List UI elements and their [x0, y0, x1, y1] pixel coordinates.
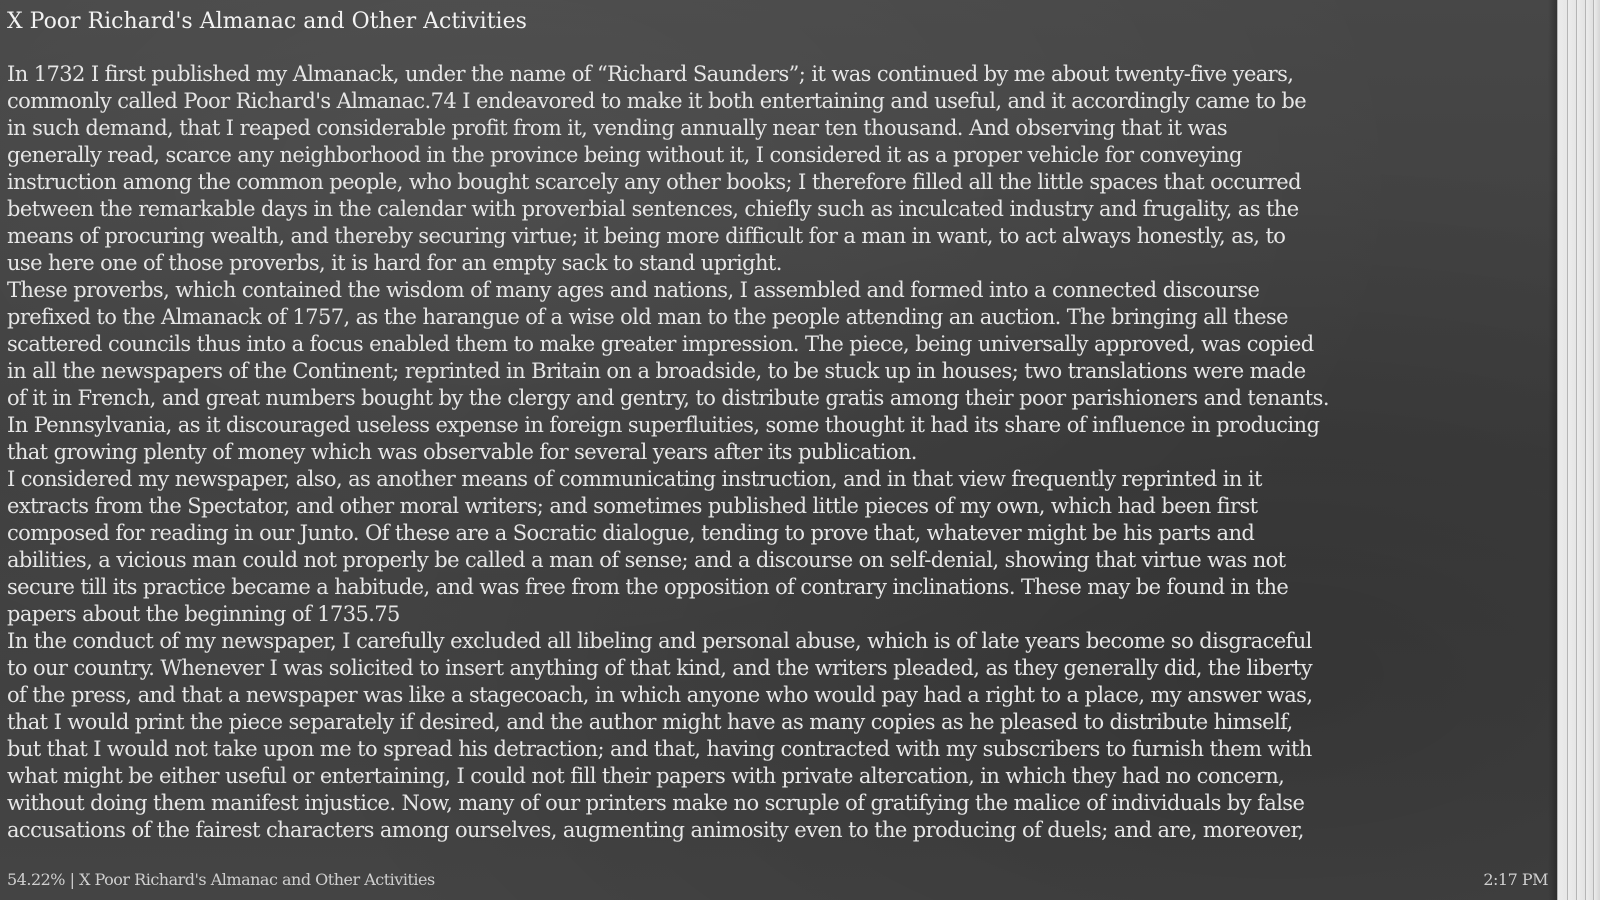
- text-line: without doing them manifest injustice. Now, many of our printers make no scruple of gratifying the malice of individuals by false: [7, 791, 1305, 815]
- text-line: but that I would not take upon me to spread his detraction; and that, having contracted with my subscribers to furnish them with: [7, 737, 1312, 761]
- text-line: that I would print the piece separately if desired, and the author might have as many copies as he pleased to distribute himself,: [7, 710, 1293, 734]
- text-line: of it in French, and great numbers bought by the clergy and gentry, to distribute gratis among their poor parishioners and tenants.: [7, 386, 1329, 410]
- text-line: means of procuring wealth, and thereby securing virtue; it being more difficult for a man in want, to act always honestly, as, to: [7, 224, 1286, 248]
- book-body-text[interactable]: [7, 61, 1557, 851]
- text-line: in all the newspapers of the Continent; reprinted in Britain on a broadside, to be stuck up in houses; two translations were made: [7, 359, 1306, 383]
- text-line: that growing plenty of money which was observable for several years after its publication.: [7, 440, 917, 464]
- text-line: accusations of the fairest characters among ourselves, augmenting animosity even to the producing of duels; and are, moreover,: [7, 818, 1304, 842]
- text-line: commonly called Poor Richard's Almanac.74 I endeavored to make it both entertaining and useful, and it accordingly came to be: [7, 89, 1307, 113]
- text-line: in such demand, that I reaped considerable profit from it, vending annually near ten thousand. And observing that it was: [7, 116, 1228, 140]
- text-line: I considered my newspaper, also, as another means of communicating instruction, and in that view frequently reprinted in it: [7, 467, 1262, 491]
- text-line: instruction among the common people, who bought scarcely any other books; I therefore filled all the little spaces that occurred: [7, 170, 1301, 194]
- text-line: abilities, a vicious man could not properly be called a man of sense; and a discourse on self-denial, showing that virtue was not: [7, 548, 1286, 572]
- text-line: In 1732 I first published my Almanack, under the name of “Richard Saunders”; it was continued by me about twenty-five years,: [7, 62, 1294, 86]
- text-line: scattered councils thus into a focus enabled them to make greater impression. The piece, being universally approved, was copied: [7, 332, 1314, 356]
- text-line: prefixed to the Almanack of 1757, as the harangue of a wise old man to the people attending an auction. The bringing all these: [7, 305, 1288, 329]
- text-line: These proverbs, which contained the wisdom of many ages and nations, I assembled and formed into a connected discourse: [7, 278, 1260, 302]
- text-line: to our country. Whenever I was solicited to insert anything of that kind, and the writers pleaded, as they generally did, the liberty: [7, 656, 1312, 680]
- text-line: papers about the beginning of 1735.75: [7, 602, 400, 626]
- text-line: In the conduct of my newspaper, I carefully excluded all libeling and personal abuse, which is of late years become so disgraceful: [7, 629, 1312, 653]
- page-edge-stack[interactable]: [1557, 0, 1600, 900]
- page-edge-sheet: [1593, 0, 1600, 900]
- text-line: of the press, and that a newspaper was like a stagecoach, in which anyone who would pay had a right to a place, my answer was,: [7, 683, 1313, 707]
- text-line: In Pennsylvania, as it discouraged useless expense in foreign superfluities, some thought it had its share of influence in producing: [7, 413, 1320, 437]
- reading-progress-and-chapter: 54.22% | X Poor Richard's Almanac and Other Activities: [7, 870, 435, 889]
- text-line: secure till its practice became a habitude, and was free from the opposition of contrary inclinations. These may be found in the: [7, 575, 1289, 599]
- text-line: use here one of those proverbs, it is hard for an empty sack to stand upright.: [7, 251, 782, 275]
- chapter-title: X Poor Richard's Almanac and Other Activities: [7, 9, 527, 34]
- clock-time: 2:17 PM: [1483, 870, 1548, 889]
- status-bar: [0, 868, 1555, 892]
- text-line: what might be either useful or entertaining, I could not fill their papers with private altercation, in which they had no concern,: [7, 764, 1285, 788]
- text-line: generally read, scarce any neighborhood in the province being without it, I considered it as a proper vehicle for conveying: [7, 143, 1242, 167]
- text-line: between the remarkable days in the calendar with proverbial sentences, chiefly such as inculcated industry and frugality, as the: [7, 197, 1299, 221]
- text-line: composed for reading in our Junto. Of these are a Socratic dialogue, tending to prove that, whatever might be his parts and: [7, 521, 1255, 545]
- text-line: extracts from the Spectator, and other moral writers; and sometimes published little pieces of my own, which had been first: [7, 494, 1258, 518]
